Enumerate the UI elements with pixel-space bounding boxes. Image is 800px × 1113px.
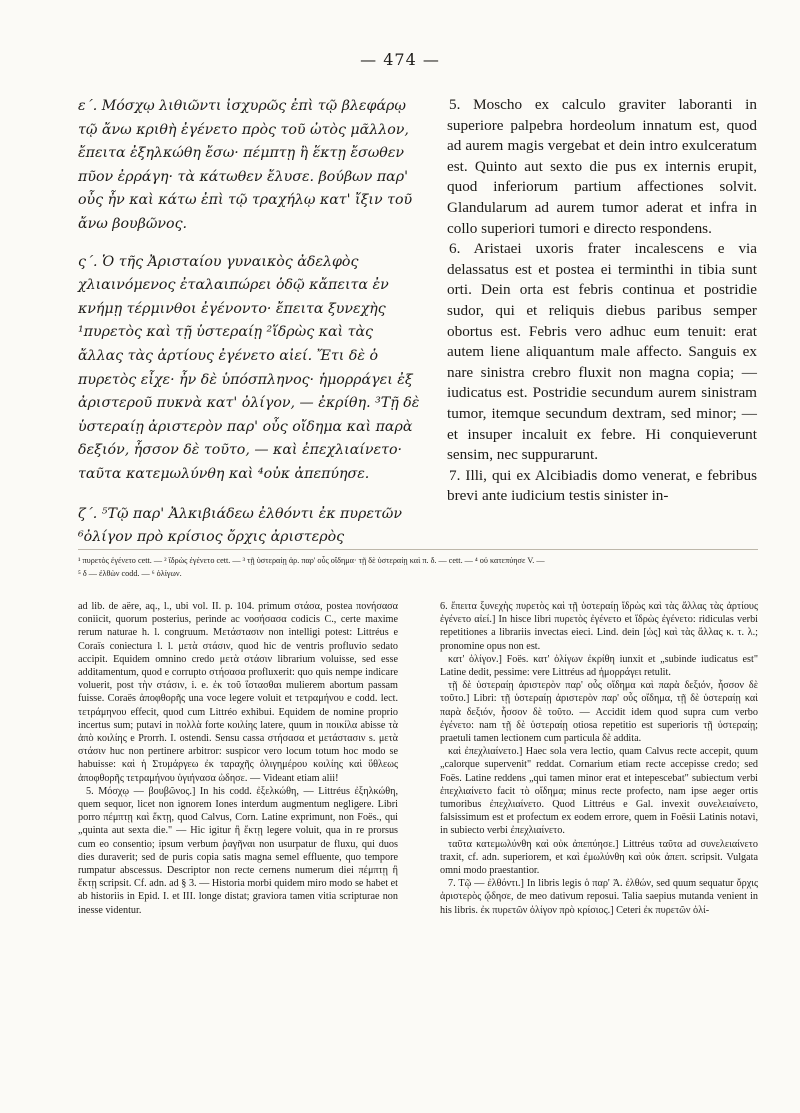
commentary-paragraph: ταῦτα κατεμωλύνθη καὶ οὐκ ἀπεπύησε.] Littréus ταῦτα ad συνελειαίνετο traxit, cf. adn. superiorem, et καὶ ἐμωλύνθη καὶ οὐκ ἀπεπ. scripsit. Vulgata omni modo praestantior. bbox=[440, 838, 758, 877]
latin-paragraph-5: 5. Moscho ex calculo graviter laboranti in superiore palpebra hordeolum innatum est, quod ad aurem magis vergebat et dein intro exulceratum est. Quinto aut sexto die pus ex internis erupit, quod inferiorum partium affectiones solvit. Glandularum ad aurem tumor aderat et infra in collo superiori tumori e directo respondens. bbox=[447, 96, 757, 237]
commentary-right-column bbox=[440, 600, 758, 917]
footnote-divider bbox=[78, 549, 758, 550]
commentary-paragraph: 7. Τῷ — ἐλθόντι.] In libris legis ὁ παρ' Ἀ. ἐλθών, sed quum sequatur ὄρχις ἀριστερὸς ᾤδησε, de meo dativum reposui. Talia saepius mutanda venient in his libris. ἐκ πυρετῶν ὀλίγον πρὸ κρίσιος.] Ceteri ἐκ πυρετῶν ὀλί- bbox=[440, 878, 758, 916]
latin-translation-column bbox=[447, 95, 757, 507]
commentary-paragraph: καὶ ἐπεχλιαίνετο.] Haec sola vera lectio, quam Calvus recte accepit, quum „calorque supervenit" reddat. Cornarium etiam recte accepisse credo; sed Foës. Latine reddens „qui tamen minor erat et intepescebat" subiectum verbi ἐπεχλιαίνετο facit τὸ οἴδημα; minus recte profecto, nam ipse aeger ortis tumoribus ἐπεχλιαίνετο. Quod Littréus e Gal. invexit συνελειαίνετο, falsissimum est et profectum ex eodem errore, quem in Foësii Latinis notavi, in subiecto verbi ἐπεχλιαίνετο. bbox=[440, 746, 758, 837]
commentary-paragraph: ad lib. de aëre, aq., l., ubi vol. II. p. 104. primum στάσα, postea πονήσασα coniicit, quorum posterius, perinde ac νοσήσασα codicis C., certe maxime rerum naturae h. l. congruum. Μετάστασιν non intelligi potest: Littréus e Coraïs coniectura l. l. μετὰ στάσιν, quod hic de ventris profluvio sedato accipit. Equidem omnino credo μετὰ στάσιν librarium voluisse, sed esse additamentum, quod e corrupto στήσασα profluxerit: quo quis nempe indicare voluerit, post τὴν στάσιν, i. e. ἐκ τοῦ ἵστασθαι mulierem abortum passam fuisse. Coraës ἀποφθορῆς una voce legere voluit et τετραμήνου e codd. lect. τετράμηνου effecit, quod cum Littréo exhibui. Equidem de nomine proprio incertus sum; putavi in πολλὰ forte κοιλίης latere, quum in ποικίλα abisse τὰ ἀπὸ κοιλίης e Prorrh. I. ostendi. Sensu cassa στήσασα et μετάστασιν s. μετὰ στάσιν huc non pertinere arbitror: suspicor vero locum totum hoc modo se habuisse: καὶ ἡ Στυμάργεω ἐκ ταραχῆς ὀλιγημέρου κοιλίης καὶ ὕθλεως ἀποφθορῆς τετραμήνου ὑγιήνασα ὠδησε. — Videant etiam alii! bbox=[78, 601, 398, 784]
commentary-paragraph: 5. Μόσχῳ — βουβῶνος.] In his codd. ἐξελκώθη, — Littréus ἐξηλκώθη, quem sequor, licet non ignorem Iones interdum augmentum negligere. Libri porro πέμπτῃ καὶ ἕκτῃ, quod Calvus, Corn. Latine exprimunt, non Foës., qui „quinta aut sexta die." — Hic igitur ἢ ἕκτῃ legere voluit, qua in re prorsus cum eo consentio; ipsum verbum ῥαγῆναι non usurpatur de fluxu, qui duos dies duraverit; sed de puris copia satis magna semel effluente, quo tempore rumpatur abscessus. Descriptor non recte cernens numerum diei πέμπτῃ ἢ ἕκτῃ scripsit. Cf. adn. ad § 3. — Historia morbi quidem miro modo se habet et ab historiis in Epid. I. et III. longe distat; graviora tamen vitia scripturae non inesse videntur. bbox=[78, 785, 398, 916]
latin-paragraph-7: 7. Illi, qui ex Alcibiadis domo venerat, e febribus brevi ante iudicium testis sinister in- bbox=[447, 466, 757, 505]
footnote-line: ⁵ δ — ἐλθὼν codd. — ⁶ ὀλίγων. bbox=[78, 569, 182, 578]
greek-text-column bbox=[78, 95, 421, 550]
commentary-paragraph: κατ' ὀλίγον.] Foës. κατ' ὀλίγων ἐκρίθη iunxit et „subinde iudicatus est" Latine dedit, pessime: vere Littréus ad ἡμορράγει retulit. bbox=[440, 653, 758, 679]
commentary-paragraph: 6. ἔπειτα ξυνεχὴς πυρετὸς καὶ τῇ ὑστεραίῃ ἵδρὼς καὶ τὰς ἄλλας τὰς ἀρτίους ἐγένετο αἰεί.] In hisce libri πυρετὸς ἐγένετο et ἵδρὼς ἐγένετο: ridiculas verbi repetitiones a librariis invectas eieci. Lind. dein [ὡς] καὶ τὰς ἄλλας κ. τ. λ.; pronomine opus non est. bbox=[440, 601, 758, 652]
greek-paragraph-6: ς΄. Ὁ τῆς Ἀρισταίου γυναικὸς ἀδελφὸς χλιαινόμενος ἐταλαιπώρει ὁδῷ κἄπειτα ἐν κνήμῃ τέρμινθοι ἐγένοντο· ἔπειτα ξυνεχὴς ¹πυρετὸς καὶ τῇ ὑστεραίῃ ²ἵδρὼς καὶ τὰς ἄλλας τὰς ἀρτίους ἐγένετο αἰεί. Ἔτι δὲ ὁ πυρετὸς εἶχε· ἦν δὲ ὑπόσπληνος· ἡμορράγει ἐξ ἀριστεροῦ πυκνὰ κατ' ὀλίγον, — ἐκρίθη. ³Τῇ δὲ ὑστεραίῃ ἀριστερὸν παρ' οὖς οἴδημα καὶ παρὰ δεξιόν, ἧσσον δὲ τοῦτο, — καὶ ἐπεχλιαίνετο· ταῦτα κατεμωλύνθη καὶ ⁴οὐκ ἀπεπύησε. bbox=[78, 253, 420, 482]
commentary-paragraph: τῇ δὲ ὑστεραίῃ ἀριστερὸν παρ' οὖς οἴδημα καὶ παρὰ δεξιόν, ἧσσον δὲ τοῦτο.] Libri: τῇ ὑστεραίῃ ἀριστερὸν παρ' οὖς οἴδημα, τῇ δὲ ὑστεραίῃ καὶ παρὰ δεξιόν, ἧσσον δὲ τοῦτο. — Accidit idem quod supra cum verbo ἐγένετο: nam τῇ δὲ ὑστεραίῃ otiosa repetitio est superioris τῇ ὑστεραίῃ; praetuli tamen lectionem cum particula δὲ addita. bbox=[440, 680, 758, 745]
greek-paragraph-7: ζ΄. ⁵Τῷ παρ' Ἀλκιβιάδεω ἐλθόντι ἐκ πυρετῶν ⁶ὀλίγον πρὸ κρίσιος ὄρχις ἀριστερὸς bbox=[78, 505, 402, 546]
latin-paragraph-6: 6. Aristaei uxoris frater incalescens e via delassatus est et postea ei terminthi in tibia sunt orti. Dein orta est febris continua et postridie sudor, qui et reliquis diebus paribus semper obortus est. Febris vero adhuc eum tenuit: erat autem liene aliquantum male affecto. Sanguis ex nare sinistra crebro fluxit non magna copia; — iudicatus est. Postridie secundum aurem sinistram tumor, itemque secundum dextram, sed minor; — et insuper incaluit ex febre. Hi conquieverunt sensim, nec suppurarunt. bbox=[447, 240, 757, 464]
commentary-left-column bbox=[78, 600, 398, 917]
greek-paragraph-5: ε΄. Μόσχῳ λιθιῶντι ἰσχυρῶς ἐπὶ τῷ βλεφάρῳ τῷ ἄνω κριθὴ ἐγένετο πρὸς τοῦ ὠτὸς μᾶλλον, ἔπειτα ἐξηλκώθη ἔσω· πέμπτῃ ἢ ἕκτῃ ἔσωθεν πῦον ἐρράγη· τὰ κάτωθεν ἔλυσε. βούβων παρ' οὖς ἦν καὶ κάτω ἐπὶ τῷ τραχήλῳ κατ' ἴξιν τοῦ ἄνω βουβῶνος. bbox=[78, 98, 413, 232]
footnote-line: ¹ πυρετὸς ἐγένετο cett. — ² ἵδρὼς ἐγένετο cett. — ³ τῇ ὑστεραίῃ ἀρ. παρ' οὖς οἴδημα· τῇ δὲ ὑστεραίῃ καὶ π. δ. — cett. — ⁴ οὐ κατεπύησε V. — bbox=[78, 556, 545, 565]
footnotes bbox=[78, 554, 758, 580]
page-number: — 474 — bbox=[360, 50, 440, 69]
